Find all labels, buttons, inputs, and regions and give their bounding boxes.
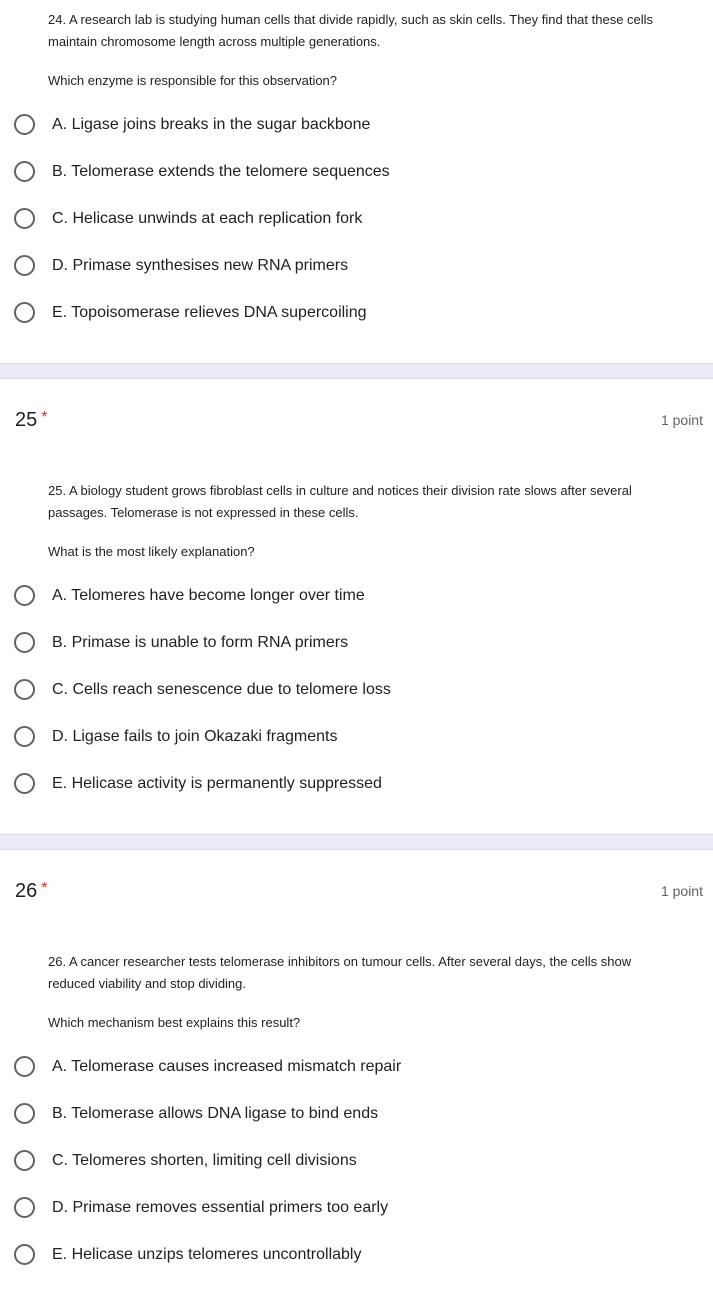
option-label: E. Topoisomerase relieves DNA supercoiling xyxy=(52,303,367,321)
radio-option[interactable] xyxy=(0,195,713,242)
points-label: 1 point xyxy=(660,412,703,428)
radio-group xyxy=(0,101,713,336)
radio-circle-icon[interactable] xyxy=(14,585,35,606)
radio-option[interactable] xyxy=(0,1184,713,1231)
required-asterisk: * xyxy=(41,408,48,426)
section-separator xyxy=(0,834,713,850)
radio-option[interactable] xyxy=(0,572,713,619)
option-label: B. Telomerase allows DNA ligase to bind ends xyxy=(52,1104,379,1122)
radio-option[interactable] xyxy=(0,760,713,807)
radio-group xyxy=(0,572,713,807)
radio-circle-icon[interactable] xyxy=(14,208,35,229)
radio-circle-icon[interactable] xyxy=(14,1056,35,1077)
question-header xyxy=(0,405,713,435)
question-header xyxy=(0,876,713,906)
radio-option[interactable] xyxy=(0,242,713,289)
radio-circle-icon[interactable] xyxy=(14,255,35,276)
question-prompt: What is the most likely explanation? xyxy=(48,544,255,559)
radio-option[interactable] xyxy=(0,148,713,195)
question-text: 26. A cancer researcher tests telomerase inhibitors on tumour cells. After several days, the cells show reduced viability and stop dividing. xyxy=(48,954,632,991)
required-asterisk: * xyxy=(41,879,48,897)
question-25 xyxy=(0,363,713,807)
option-label: A. Telomerase causes increased mismatch repair xyxy=(52,1057,402,1075)
radio-circle-icon[interactable] xyxy=(14,726,35,747)
radio-group xyxy=(0,1043,713,1278)
question-text: 25. A biology student grows fibroblast cells in culture and notices their division rate slows after several passages. Telomerase is not expressed in these cells. xyxy=(48,483,632,520)
radio-circle-icon[interactable] xyxy=(14,773,35,794)
radio-circle-icon[interactable] xyxy=(14,679,35,700)
option-label: E. Helicase activity is permanently suppressed xyxy=(52,774,382,792)
question-24 xyxy=(0,9,713,336)
option-label: C. Helicase unwinds at each replication fork xyxy=(52,209,363,227)
radio-circle-icon[interactable] xyxy=(14,1150,35,1171)
radio-circle-icon[interactable] xyxy=(14,1103,35,1124)
option-label: C. Cells reach senescence due to telomere loss xyxy=(52,680,391,698)
question-number: 25 xyxy=(15,408,38,431)
radio-circle-icon[interactable] xyxy=(14,114,35,135)
question-26 xyxy=(0,834,713,1278)
form xyxy=(0,9,713,1278)
option-label: E. Helicase unzips telomeres uncontrollably xyxy=(52,1245,362,1263)
radio-option[interactable] xyxy=(0,619,713,666)
question-prompt: Which mechanism best explains this result? xyxy=(48,1015,301,1030)
radio-circle-icon[interactable] xyxy=(14,302,35,323)
radio-circle-icon[interactable] xyxy=(14,632,35,653)
option-label: B. Telomerase extends the telomere sequences xyxy=(52,162,390,180)
option-label: B. Primase is unable to form RNA primers xyxy=(52,633,349,651)
option-label: D. Primase removes essential primers too early xyxy=(52,1198,389,1216)
radio-option[interactable] xyxy=(0,1043,713,1090)
section-separator xyxy=(0,363,713,379)
radio-circle-icon[interactable] xyxy=(14,161,35,182)
option-label: D. Primase synthesises new RNA primers xyxy=(52,256,349,274)
question-number: 26 xyxy=(15,879,38,902)
question-prompt: Which enzyme is responsible for this observation? xyxy=(48,73,338,88)
option-label: D. Ligase fails to join Okazaki fragments xyxy=(52,727,338,745)
radio-option[interactable] xyxy=(0,289,713,336)
option-label: C. Telomeres shorten, limiting cell divisions xyxy=(52,1151,357,1169)
option-label: A. Ligase joins breaks in the sugar backbone xyxy=(52,115,371,133)
question-text: 24. A research lab is studying human cells that divide rapidly, such as skin cells. They find that these cells maintain chromosome length across multiple generations. xyxy=(48,12,654,49)
radio-option[interactable] xyxy=(0,101,713,148)
option-label: A. Telomeres have become longer over time xyxy=(52,586,365,604)
radio-circle-icon[interactable] xyxy=(14,1244,35,1265)
radio-option[interactable] xyxy=(0,713,713,760)
radio-option[interactable] xyxy=(0,1090,713,1137)
radio-option[interactable] xyxy=(0,1137,713,1184)
points-label: 1 point xyxy=(660,883,703,899)
radio-circle-icon[interactable] xyxy=(14,1197,35,1218)
radio-option[interactable] xyxy=(0,666,713,713)
radio-option[interactable] xyxy=(0,1231,713,1278)
